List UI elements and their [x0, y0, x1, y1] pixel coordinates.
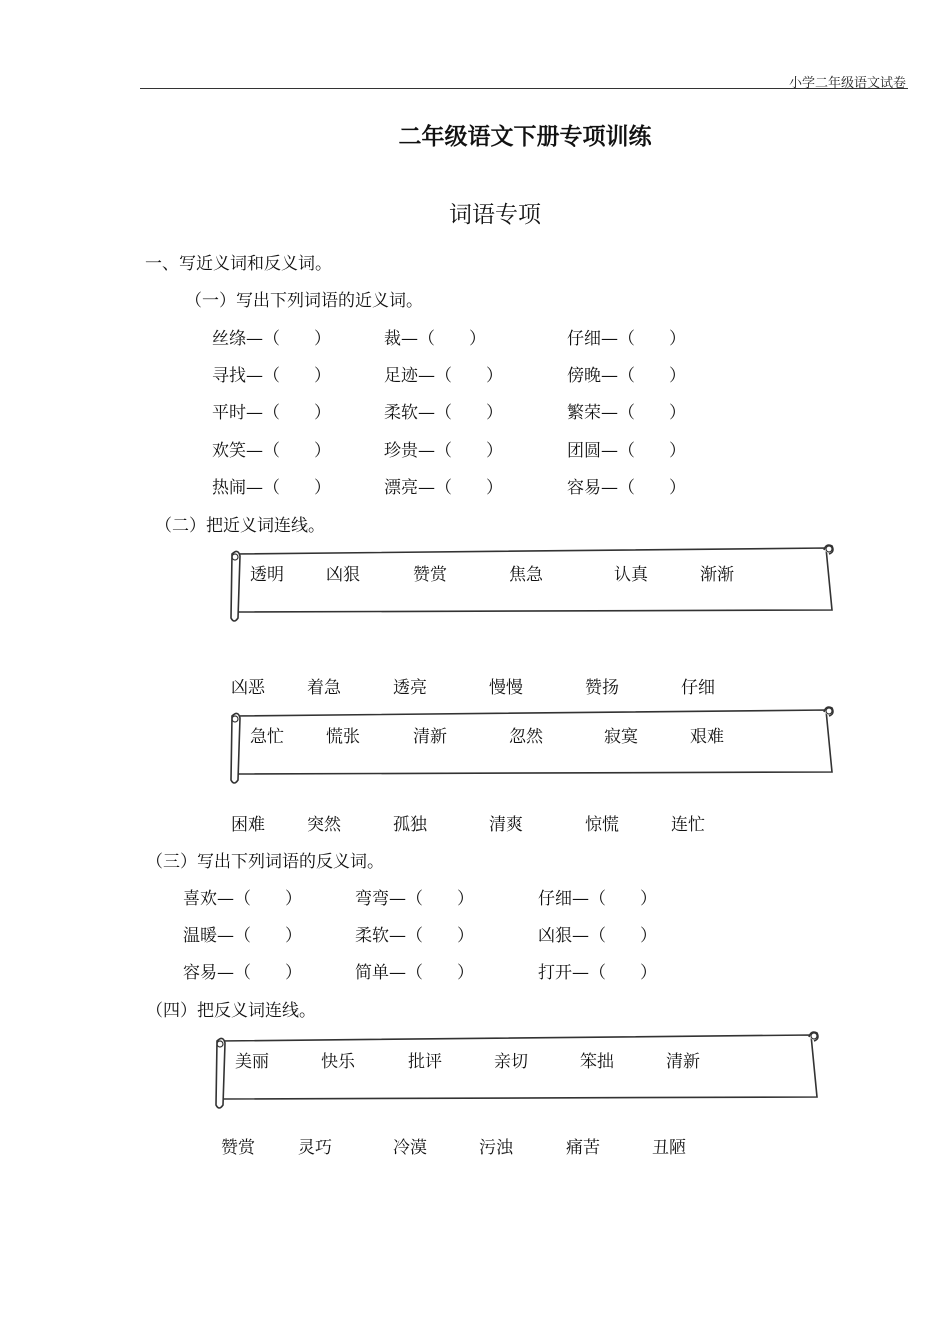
scroll-banner: [228, 544, 838, 622]
synonym-item: 傍晚—（ ）: [567, 366, 686, 386]
synonym-item: 团圆—（ ）: [567, 441, 686, 461]
scroll-word: 亲切: [494, 1052, 528, 1072]
page-subtitle: 词语专项: [449, 202, 541, 228]
match-word: 困难: [231, 815, 265, 835]
synonym-item: 足迹—（ ）: [384, 366, 503, 386]
match-word: 赞扬: [585, 678, 619, 698]
antonym-item: 仔细—（ ）: [538, 889, 657, 909]
scroll-word: 批评: [408, 1052, 442, 1072]
synonym-item: 漂亮—（ ）: [384, 478, 503, 498]
synonym-item: 裁—（ ）: [384, 329, 486, 349]
synonym-item: 寻找—（ ）: [212, 366, 331, 386]
antonym-item: 喜欢—（ ）: [183, 889, 302, 909]
synonym-item: 热闹—（ ）: [212, 478, 331, 498]
scroll-word: 清新: [413, 727, 447, 747]
scroll-word: 快乐: [321, 1052, 355, 1072]
scroll-word: 清新: [666, 1052, 700, 1072]
match-word: 痛苦: [566, 1138, 600, 1158]
synonym-item: 欢笑—（ ）: [212, 441, 331, 461]
synonym-item: 丝绦—（ ）: [212, 329, 331, 349]
antonym-item: 弯弯—（ ）: [355, 889, 474, 909]
scroll-banner: [213, 1031, 823, 1111]
scroll-word: 透明: [250, 565, 284, 585]
match-word: 赞赏: [221, 1138, 255, 1158]
synonym-item: 容易—（ ）: [567, 478, 686, 498]
synonym-item: 仔细—（ ）: [567, 329, 686, 349]
match-word: 灵巧: [298, 1138, 332, 1158]
match-word: 孤独: [393, 815, 427, 835]
match-word: 凶恶: [231, 678, 265, 698]
synonym-item: 繁荣—（ ）: [567, 403, 686, 423]
match-word: 丑陋: [652, 1138, 686, 1158]
scroll-word: 美丽: [235, 1052, 269, 1072]
scroll-word: 焦急: [509, 565, 543, 585]
match-word: 着急: [307, 678, 341, 698]
antonym-item: 容易—（ ）: [183, 963, 302, 983]
match-word: 慢慢: [489, 678, 523, 698]
part2-heading: （二）把近义词连线。: [155, 516, 325, 536]
match-word: 惊慌: [585, 815, 619, 835]
part4-heading: （四）把反义词连线。: [146, 1001, 316, 1021]
section-heading: 一、写近义词和反义词。: [145, 254, 332, 274]
match-word: 突然: [307, 815, 341, 835]
scroll-banner: [228, 706, 838, 784]
match-word: 仔细: [681, 678, 715, 698]
part3-heading: （三）写出下列词语的反义词。: [146, 852, 384, 872]
scroll-word: 渐渐: [700, 565, 734, 585]
antonym-item: 温暖—（ ）: [183, 926, 302, 946]
antonym-item: 凶狠—（ ）: [538, 926, 657, 946]
scroll-word: 忽然: [509, 727, 543, 747]
antonym-item: 简单—（ ）: [355, 963, 474, 983]
scroll-word: 凶狠: [326, 565, 360, 585]
match-word: 连忙: [671, 815, 705, 835]
header-rule: [140, 88, 908, 89]
match-word: 透亮: [393, 678, 427, 698]
match-word: 污浊: [479, 1138, 513, 1158]
scroll-word: 寂寞: [604, 727, 638, 747]
match-word: 冷漠: [393, 1138, 427, 1158]
part1-heading: （一）写出下列词语的近义词。: [185, 291, 423, 311]
match-word: 清爽: [489, 815, 523, 835]
scroll-word: 急忙: [250, 727, 284, 747]
scroll-word: 认真: [614, 565, 648, 585]
antonym-item: 柔软—（ ）: [355, 926, 474, 946]
synonym-item: 平时—（ ）: [212, 403, 331, 423]
page-title: 二年级语文下册专项训练: [398, 124, 652, 150]
scroll-word: 赞赏: [413, 565, 447, 585]
scroll-word: 慌张: [326, 727, 360, 747]
scroll-word: 笨拙: [580, 1052, 614, 1072]
scroll-word: 艰难: [690, 727, 724, 747]
antonym-item: 打开—（ ）: [538, 963, 657, 983]
synonym-item: 珍贵—（ ）: [384, 441, 503, 461]
synonym-item: 柔软—（ ）: [384, 403, 503, 423]
page-header-text: 小学二年级语文试卷: [788, 76, 906, 91]
